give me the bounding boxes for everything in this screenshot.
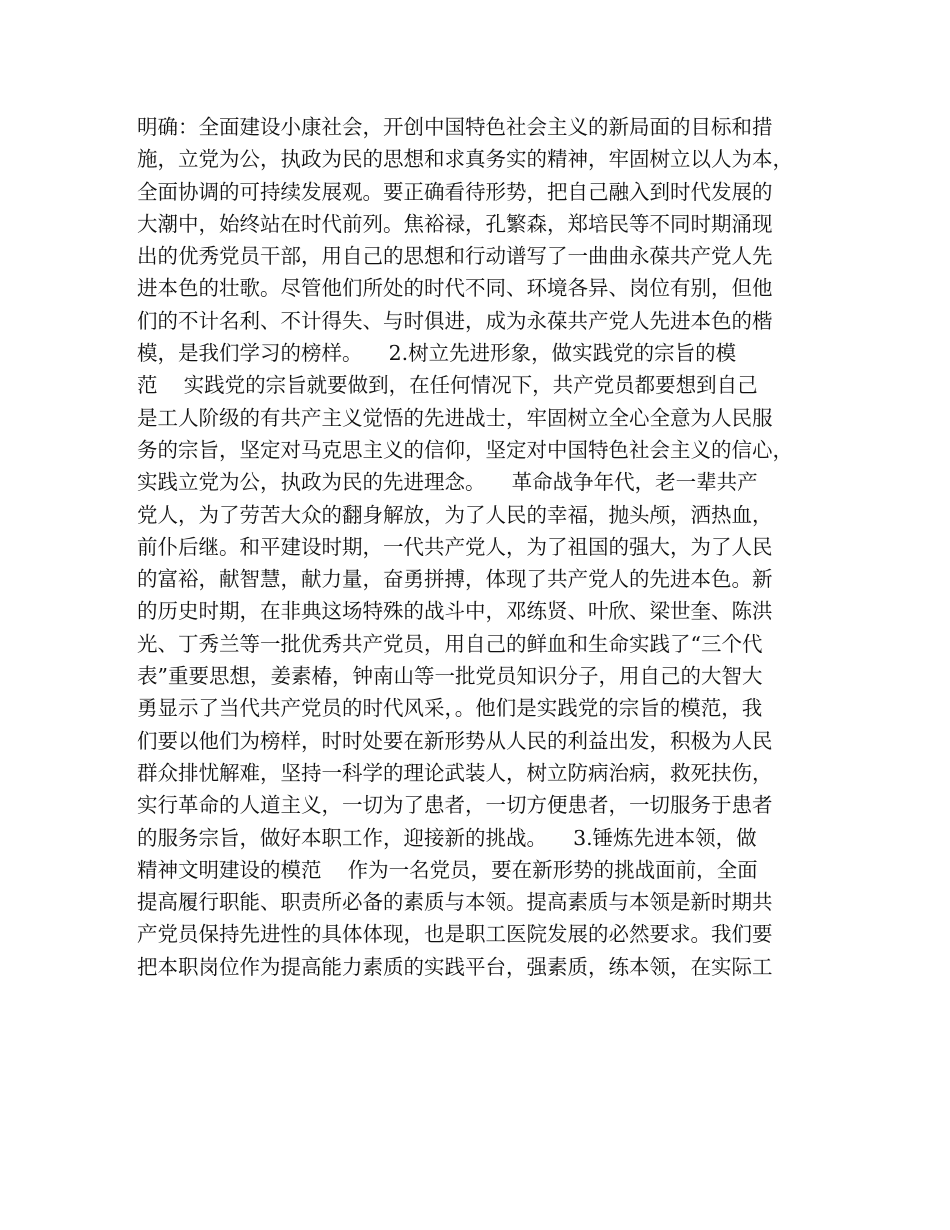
text-line: 前仆后继。和平建设时期，一代共产党人，为了祖国的强大，为了人民 [137,534,773,559]
text-line: 大潮中，始终站在时代前列。焦裕禄，孔繁森，郑培民等不同时期涌现 [137,211,773,236]
text-line: 出的优秀党员干部，用自己的思想和行动谱写了一曲曲永葆共产党人先 [137,244,773,269]
text-line: 施，立党为公，执政为民的思想和求真务实的精神，牢固树立以人为本， [137,147,793,172]
text-line: 明确：全面建设小康社会，开创中国特色社会主义的新局面的目标和措 [137,115,773,139]
text-line: 产党员保持先进性的具体体现，也是职工医院发展的必然要求。我们要 [137,922,773,947]
text-line: 党人，为了劳苦大众的翻身解放，为了人民的幸福，抛头颅，洒热血， [137,502,773,527]
text-line: 群众排忧解难，坚持一科学的理论武装人，树立防病治病，救死扶伤， [137,760,773,785]
text-line: 全面协调的可持续发展观。要正确看待形势，把自己融入到时代发展的 [137,179,773,204]
text-line: 模，是我们学习的榜样。 2.树立先进形象，做实践党的宗旨的模 [137,341,737,366]
text-line: 的历史时期，在非典这场特殊的战斗中，邓练贤、叶欣、梁世奎、陈洪 [137,599,773,624]
text-line: 提高履行职能、职责所必备的素质与本领。提高素质与本领是新时期共 [137,890,773,915]
text-line: 把本职岗位作为提高能力素质的实践平台，强素质，练本领，在实际工 [137,954,773,979]
text-line: 们的不计名利、不计得失、与时俱进，成为永葆共产党人先进本色的楷 [137,308,773,333]
text-line: 光、丁秀兰等一批优秀共产党员，用自己的鲜血和生命实践了“三个代 [137,631,763,656]
text-line: 表”重要思想，姜素椿，钟南山等一批党员知识分子，用自己的大智大 [137,664,763,689]
text-line: 实践立党为公，执政为民的先进理念。 革命战争年代，老一辈共产 [137,470,758,495]
text-line: 的富裕，献智慧，献力量，奋勇拼搏，体现了共产党人的先进本色。新 [137,567,773,592]
text-line: 是工人阶级的有共产主义觉悟的先进战士，牢固树立全心全意为人民服 [137,405,773,430]
text-line: 范 实践党的宗旨就要做到，在任何情况下，共产党员都要想到自己 [137,373,758,398]
text-line: 勇显示了当代共产党员的时代风采，。他们是实践党的宗旨的模范，我 [137,696,763,721]
text-line: 实行革命的人道主义，一切为了患者，一切方便患者，一切服务于患者 [137,793,773,818]
body-text [137,111,827,983]
text-line: 精神文明建设的模范 作为一名党员，要在新形势的挑战面前，全面 [137,857,758,882]
text-line: 的服务宗旨，做好本职工作，迎接新的挑战。 3.锤炼先进本领，做 [137,825,757,850]
text-line: 务的宗旨，坚定对马克思主义的信仰，坚定对中国特色社会主义的信心， [137,437,793,462]
text-line: 进本色的壮歌。尽管他们所处的时代不同、环境各异、岗位有别，但他 [137,276,773,301]
text-line: 们要以他们为榜样，时时处要在新形势从人民的利益出发，积极为人民 [137,728,773,753]
